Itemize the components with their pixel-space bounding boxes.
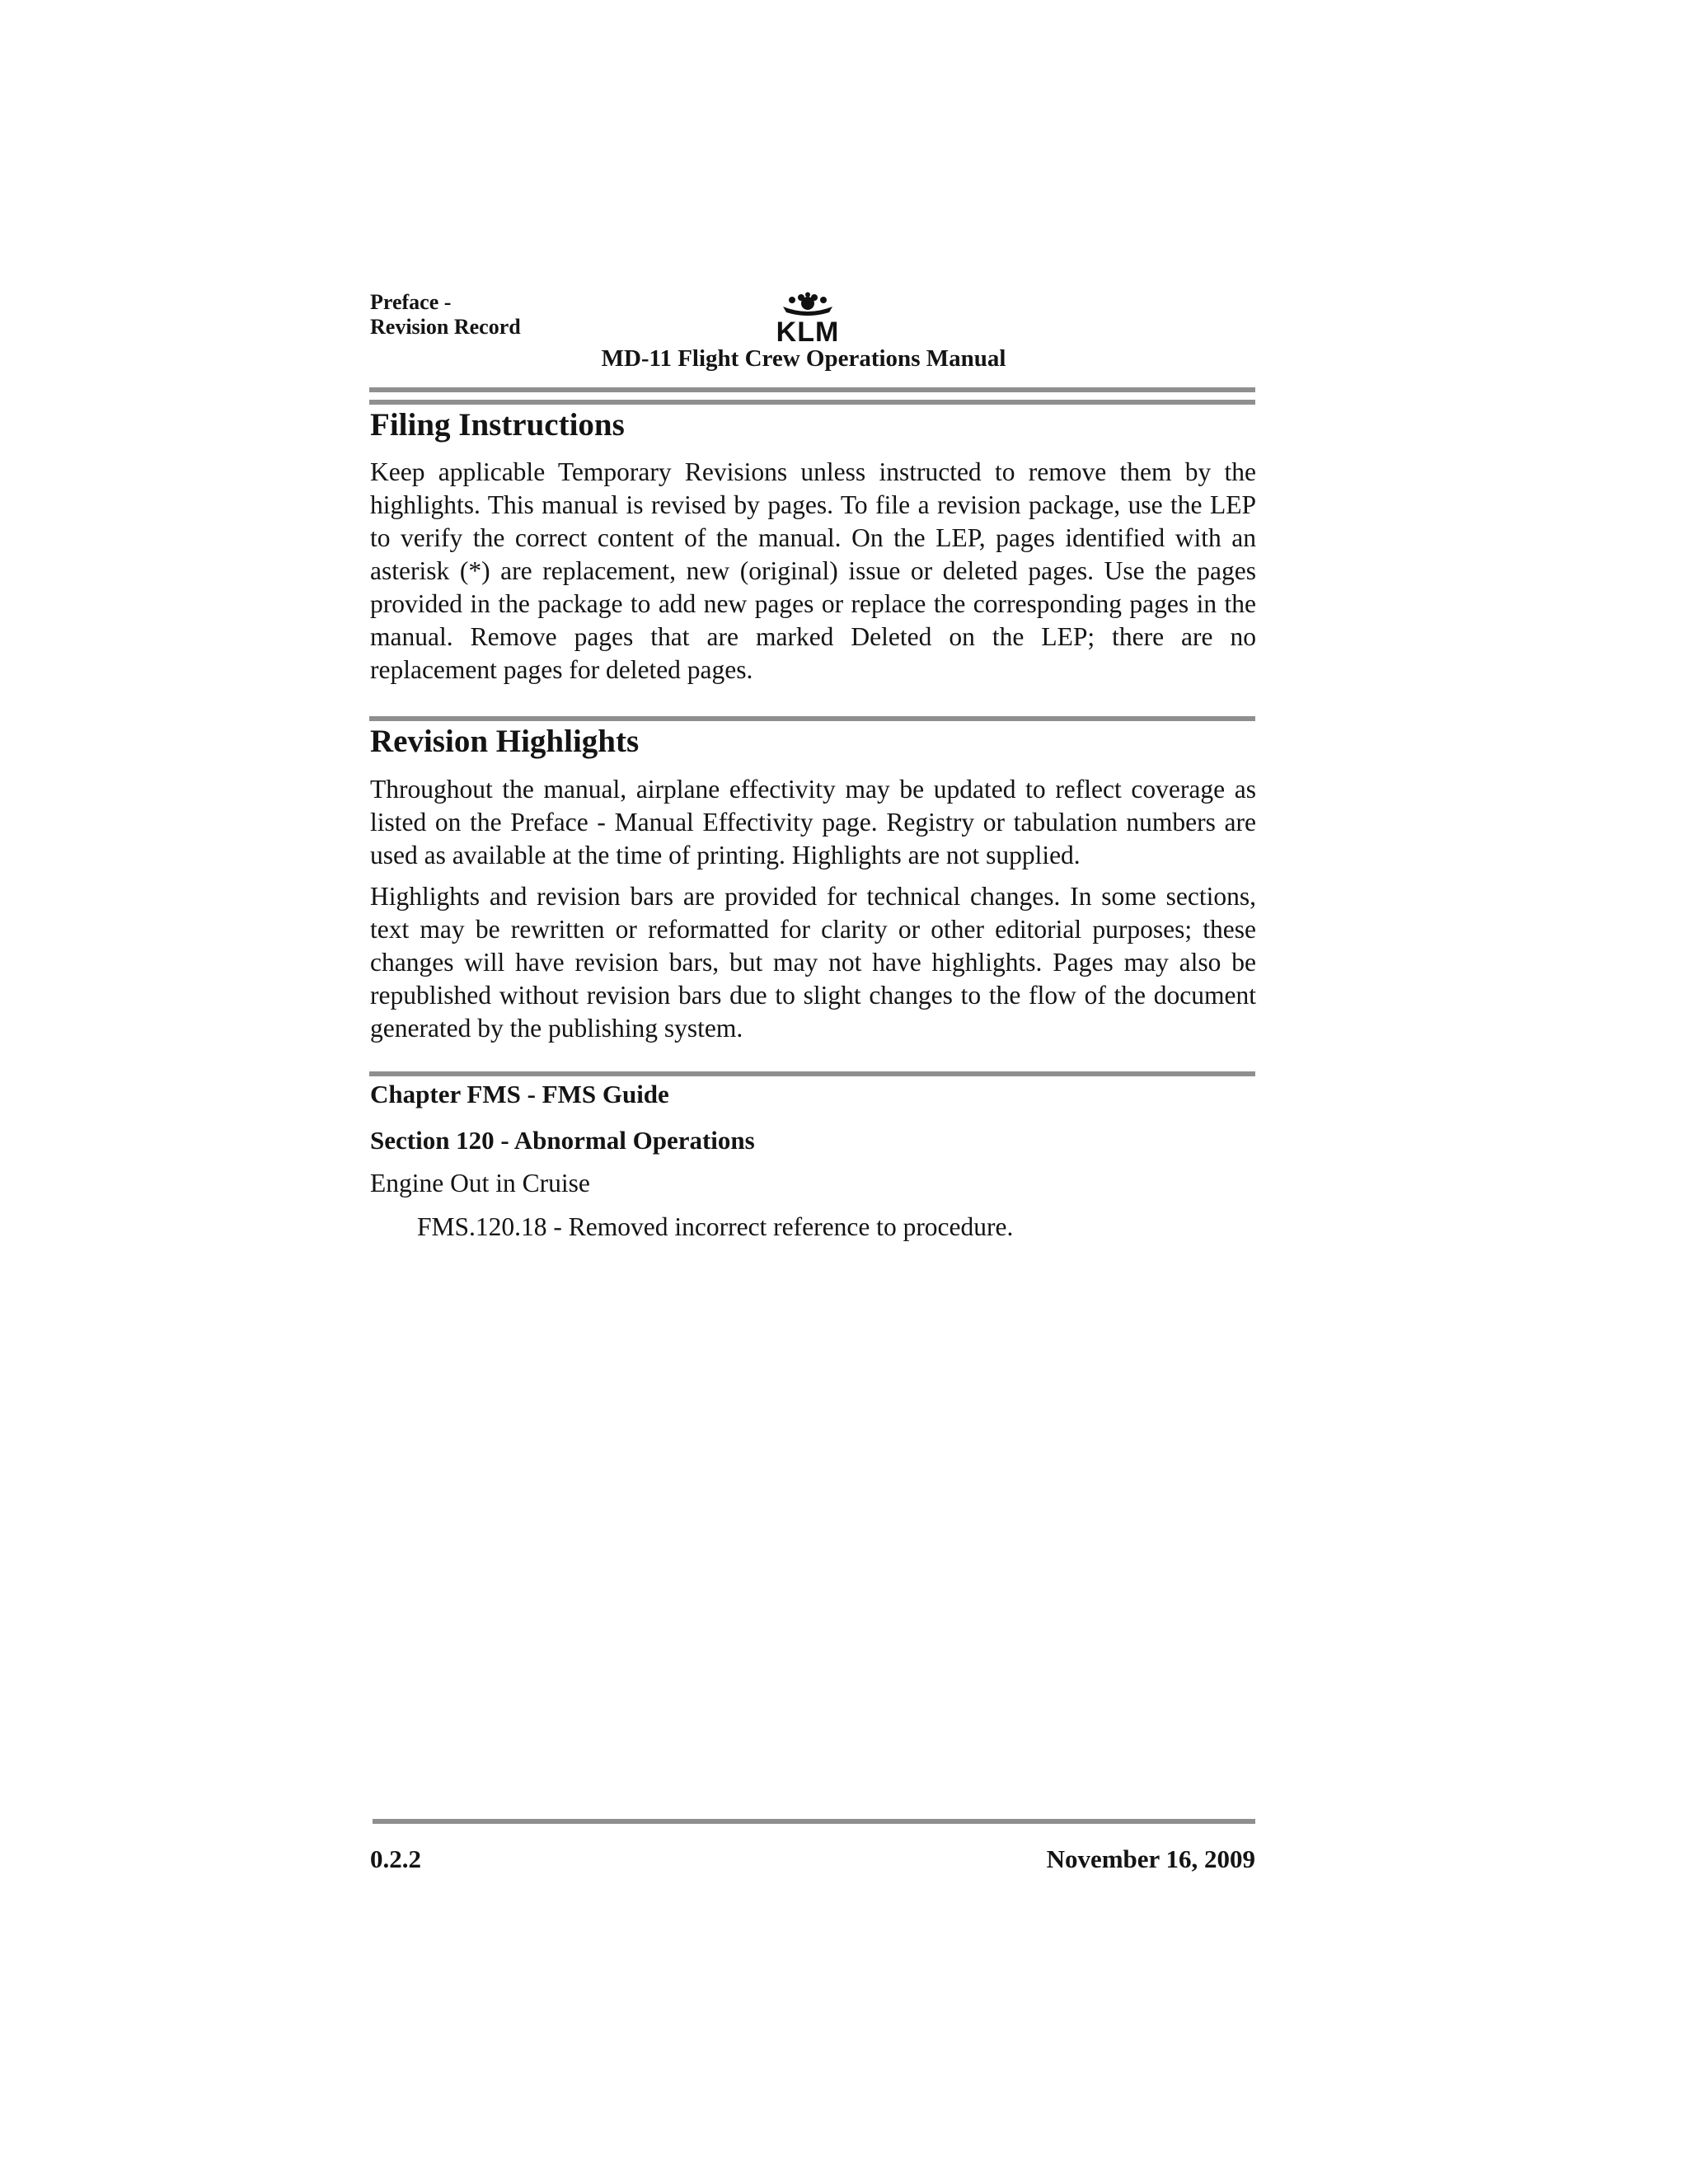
footer-rule	[373, 1819, 1255, 1824]
chapter-heading: Chapter FMS - FMS Guide	[370, 1080, 669, 1108]
klm-logo-text: KLM	[776, 316, 840, 343]
filing-instructions-text: Keep applicable Temporary Revisions unless instructed to remove them by the highlights. This manual is revised by pages. To file a revision package, use the LEP to verify the correct content of the manual. On the LEP, pages identified with an asterisk (*) are replacement, new (original) issue or deleted pages. Use the pages provided in the package to add new pages or replace the corresponding pages in the manual. Remove pages that are marked Deleted on the LEP; there are no replacement pages for deleted pages.	[370, 457, 1256, 684]
revision-highlights-para2: Highlights and revision bars are provided for technical changes. In some sections, text may be rewritten or reformatted for clarity or other editorial purposes; these changes will have revision bars, but may not have highlights. Pages may also be republished without revision bars due to slight changes to the flow of the document generated by the publishing system.	[370, 882, 1256, 1043]
revision-highlights-para1: Throughout the manual, airplane effectivity may be updated to reflect coverage as listed on the Preface - Manual Effectivity page. Registry or tabulation numbers are used as available at the time of printing. Highlights are not supplied.	[370, 775, 1256, 869]
header-section-label	[370, 290, 521, 340]
manual-title: MD-11 Flight Crew Operations Manual	[601, 345, 1006, 372]
revision-highlights-heading: Revision Highlights	[370, 724, 640, 759]
section-divider-2	[369, 1071, 1255, 1076]
klm-logo	[765, 292, 851, 343]
change-item: FMS.120.18 - Removed incorrect reference to procedure.	[417, 1212, 1014, 1241]
header-section-line1: Preface -	[370, 290, 452, 314]
page-number: 0.2.2	[370, 1844, 421, 1873]
topic-line: Engine Out in Cruise	[370, 1169, 590, 1197]
filing-instructions-heading: Filing Instructions	[370, 407, 625, 443]
header-rule-top	[369, 387, 1255, 392]
header-section-line2: Revision Record	[370, 315, 521, 339]
header-rule-bottom	[369, 400, 1255, 405]
section-heading: Section 120 - Abnormal Operations	[370, 1126, 755, 1155]
section-divider-1	[369, 716, 1255, 721]
revision-date: November 16, 2009	[1046, 1844, 1255, 1873]
